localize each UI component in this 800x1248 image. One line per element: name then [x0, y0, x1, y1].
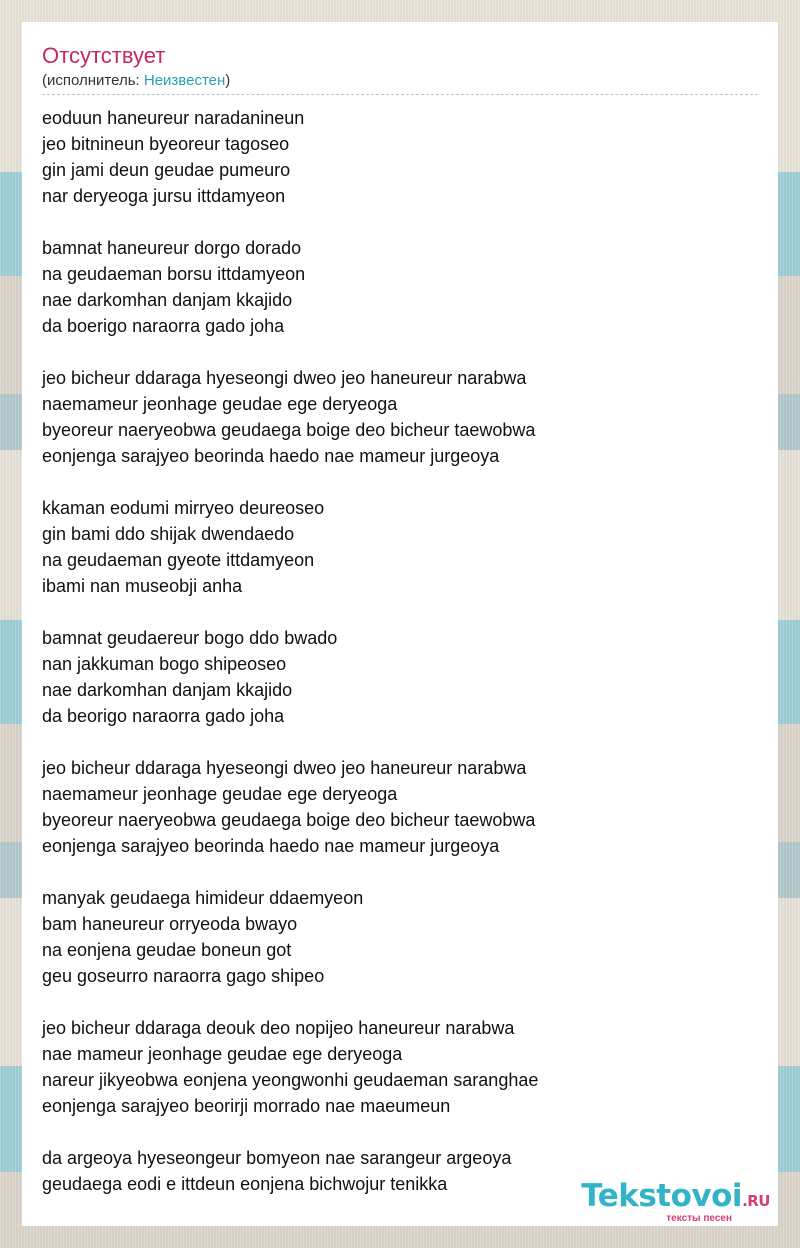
logo-name: Tekstovoi: [581, 1178, 743, 1214]
logo-tld: .RU: [742, 1192, 770, 1210]
lyrics-stanza: [42, 1015, 758, 1119]
lyric-line: da argeoya hyeseongeur bomyeon nae sarangeur argeoya: [42, 1148, 512, 1168]
logo-tagline: тексты песен: [666, 1213, 732, 1224]
lyric-line: geudaega eodi e ittdeun eonjena bichwojur tenikka: [42, 1174, 448, 1194]
lyric-line: eonjenga sarajyeo beorirji morrado nae maeumeun: [42, 1096, 451, 1116]
lyric-line: na geudaeman borsu ittdamyeon: [42, 264, 306, 284]
lyric-line: jeo bicheur ddaraga hyeseongi dweo jeo haneureur narabwa: [42, 758, 527, 778]
lyric-line: da beorigo naraorra gado joha: [42, 706, 285, 726]
song-title: Отсутствует: [42, 43, 166, 68]
lyric-line: gin jami deun geudae pumeuro: [42, 160, 291, 180]
lyric-line: ibami nan museobji anha: [42, 576, 243, 596]
lyrics-stanza: [42, 105, 758, 209]
lyric-line: nan jakkuman bogo shipeoseo: [42, 654, 287, 674]
artist-prefix: (исполнитель:: [42, 72, 144, 89]
lyric-line: geu goseurro naraorra gago shipeo: [42, 966, 325, 986]
lyric-line: naemameur jeonhage geudae ege deryeoga: [42, 784, 398, 804]
lyrics-stanza: [42, 755, 758, 859]
lyric-line: naemameur jeonhage geudae ege deryeoga: [42, 394, 398, 414]
lyric-line: na eonjena geudae boneun got: [42, 940, 292, 960]
lyric-line: jeo bicheur ddaraga hyeseongi dweo jeo haneureur narabwa: [42, 368, 527, 388]
artist-link[interactable]: Неизвестен: [143, 72, 226, 89]
lyric-line: jeo bitnineun byeoreur tagoseo: [42, 134, 290, 154]
lyric-line: eonjenga sarajyeo beorinda haedo nae mameur jurgeoya: [42, 836, 500, 856]
lyric-line: bam haneureur orryeoda bwayo: [42, 914, 298, 934]
lyric-line: eoduun haneureur naradanineun: [42, 108, 305, 128]
lyrics-stanza: [42, 365, 758, 469]
lyrics-card: [22, 22, 778, 1226]
lyric-line: byeoreur naeryeobwa geudaega boige deo bicheur taewobwa: [42, 810, 536, 830]
lyric-line: kkaman eodumi mirryeo deureoseo: [42, 498, 325, 518]
artist-line: [42, 70, 758, 95]
lyric-line: nae darkomhan danjam kkajido: [42, 680, 293, 700]
lyrics-stanza: [42, 625, 758, 729]
lyrics-body: [42, 105, 758, 1197]
lyric-line: nareur jikyeobwa eonjena yeongwonhi geudaeman saranghae: [42, 1070, 539, 1090]
lyric-line: nar deryeoga jursu ittdamyeon: [42, 186, 286, 206]
lyric-line: nae darkomhan danjam kkajido: [42, 290, 293, 310]
lyric-line: bamnat geudaereur bogo ddo bwado: [42, 628, 338, 648]
lyrics-stanza: [42, 235, 758, 339]
lyric-line: jeo bicheur ddaraga deouk deo nopijeo haneureur narabwa: [42, 1018, 515, 1038]
lyric-line: nae mameur jeonhage geudae ege deryeoga: [42, 1044, 403, 1064]
lyric-line: gin bami ddo shijak dwendaedo: [42, 524, 295, 544]
lyric-line: byeoreur naeryeobwa geudaega boige deo bicheur taewobwa: [42, 420, 536, 440]
artist-suffix: ): [225, 72, 231, 89]
site-logo[interactable]: [581, 1180, 770, 1224]
lyric-line: manyak geudaega himideur ddaemyeon: [42, 888, 364, 908]
lyrics-stanza: [42, 885, 758, 989]
lyric-line: eonjenga sarajyeo beorinda haedo nae mameur jurgeoya: [42, 446, 500, 466]
lyrics-stanza: [42, 495, 758, 599]
lyric-line: bamnat haneureur dorgo dorado: [42, 238, 302, 258]
lyric-line: na geudaeman gyeote ittdamyeon: [42, 550, 315, 570]
lyric-line: da boerigo naraorra gado joha: [42, 316, 285, 336]
